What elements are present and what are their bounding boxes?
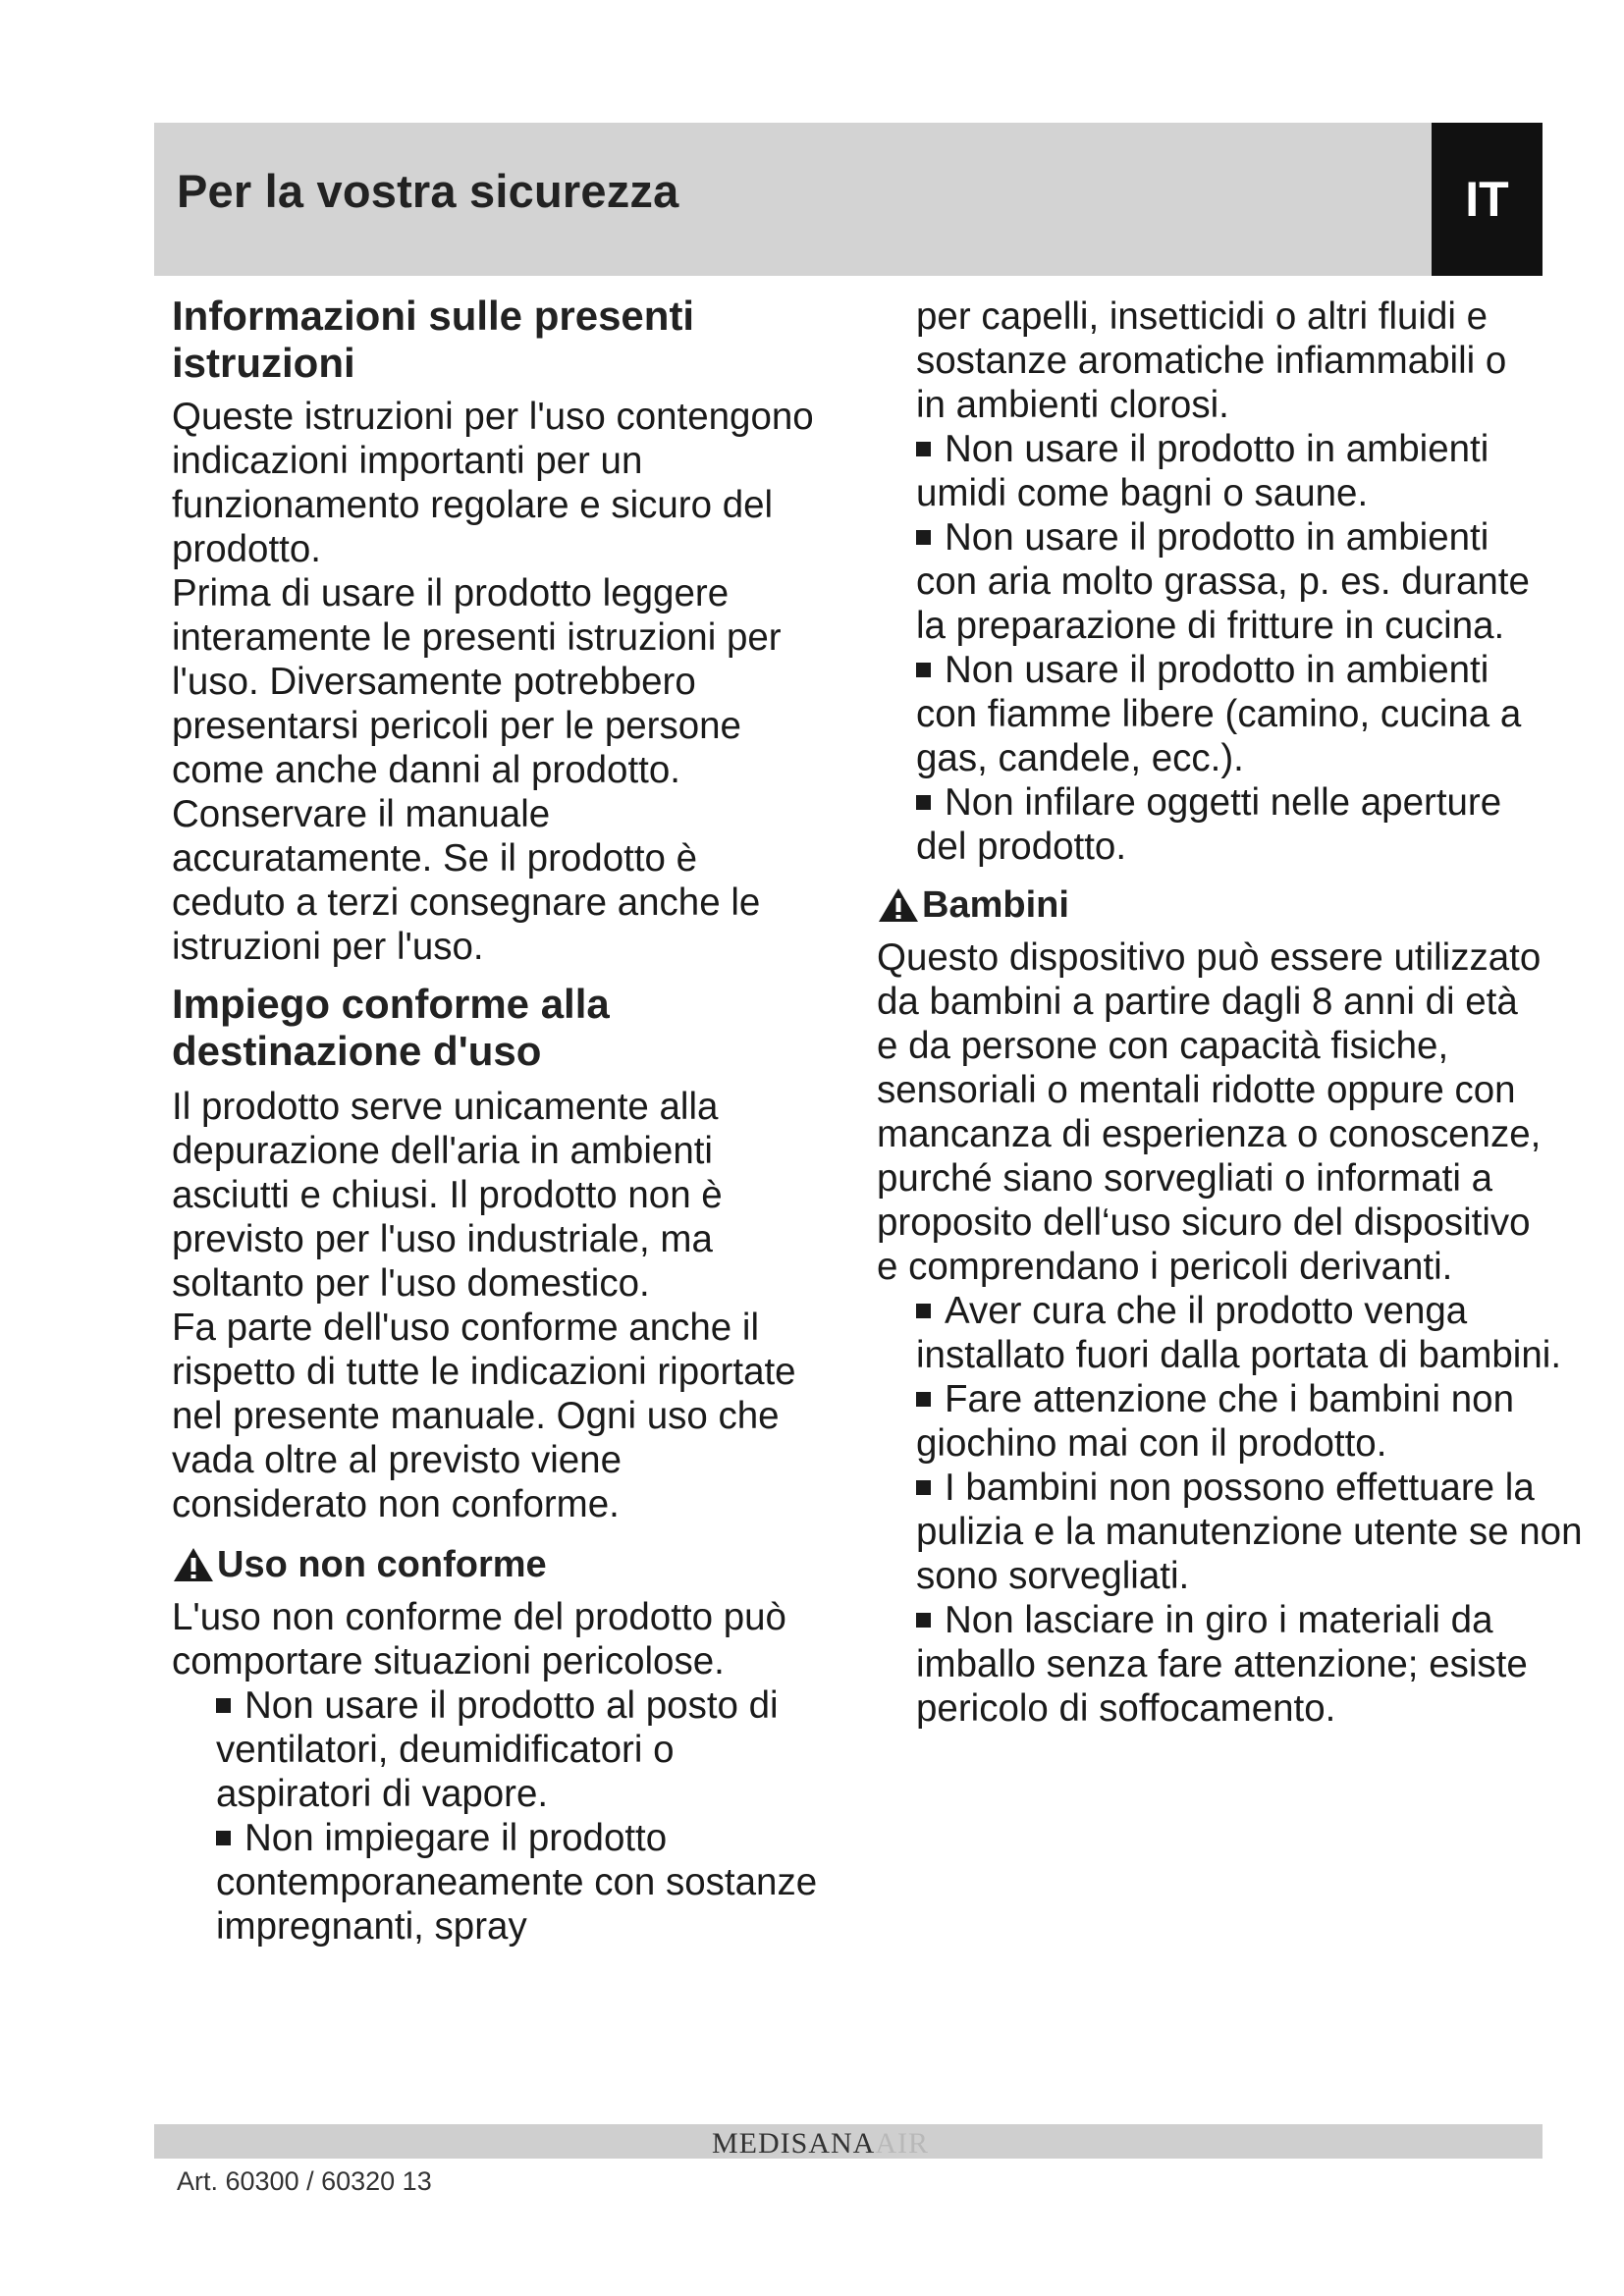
header-bar xyxy=(154,123,1432,276)
list-item: Non usare il prodotto al posto di ventilatori, deumidificatori o aspiratori di vapore. xyxy=(216,1684,779,1815)
paragraph: Questo dispositivo può essere utilizzato da bambini a partire dagli 8 anni di età e da persone con capacità fisiche, sensoriali o mentali ridotte oppure con mancanza di esperienza o conoscenze, purché siano sorvegliati o informati a proposito dell‘uso sicuro del dispositivo e comprendano i pericoli derivanti. xyxy=(877,936,1542,1288)
paragraph: Conservare il manuale accuratamente. Se il prodotto è ceduto a terzi consegnare anche le istruzioni per l'uso. xyxy=(172,793,761,968)
brand-logo xyxy=(712,2127,929,2161)
bullet-icon xyxy=(916,795,931,810)
bullet-icon xyxy=(916,530,931,545)
right-column xyxy=(877,294,1584,1731)
section-title-instructions: Informazioni sulle presenti istruzioni xyxy=(172,293,695,386)
bullet-icon xyxy=(916,1392,931,1407)
brand-name: MEDISANA xyxy=(712,2127,876,2160)
list-item: Fare attenzione che i bambini non giochino mai con il prodotto. xyxy=(916,1378,1515,1465)
brand-sub: AIR xyxy=(875,2127,930,2160)
warning-icon xyxy=(877,886,920,924)
list-item: I bambini non possono effettuare la pulizia e la manutenzione utente se non sono sorvegliati. xyxy=(916,1467,1583,1597)
bullet-icon xyxy=(216,1831,231,1845)
list-item: Non impiegare il prodotto contemporaneamente con sostanze impregnanti, spray xyxy=(216,1817,818,1948)
bullet-icon xyxy=(916,1480,931,1495)
warning-icon xyxy=(172,1546,215,1583)
paragraph: Prima di usare il prodotto leggere interamente le presenti istruzioni per l'uso. Diversamente potrebbero presentarsi pericoli per le persone come anche danni al prodotto. xyxy=(172,572,782,791)
paragraph: L'uso non conforme del prodotto può comportare situazioni pericolose. xyxy=(172,1596,786,1682)
paragraph: per capelli, insetticidi o altri fluidi e sostanze aromatiche infiammabili o in ambienti clorosi. xyxy=(916,295,1507,426)
list-item: Non lasciare in giro i materiali da imballo senza fare attenzione; esiste pericolo di soffocamento. xyxy=(916,1599,1528,1730)
bullet-icon xyxy=(916,442,931,456)
article-number: Art. 60300 / 60320 13 xyxy=(177,2166,432,2196)
misuse-list xyxy=(216,1683,830,1949)
left-column xyxy=(172,293,859,1949)
section-title-misuse xyxy=(172,1542,859,1587)
list-item: Non infilare oggetti nelle aperture del prodotto. xyxy=(916,781,1502,868)
paragraph: Fa parte dell'uso conforme anche il rispetto di tutte le indicazioni riportate nel presente manuale. Ogni uso che vada oltre al previsto viene considerato non conforme. xyxy=(172,1307,796,1525)
section-title-intended-use: Impiego conforme alla destinazione d'uso xyxy=(172,981,610,1074)
page-title: Per la vostra sicurezza xyxy=(177,165,679,217)
list-item: Non usare il prodotto in ambienti umidi come bagni o saune. xyxy=(916,428,1489,514)
section-title-children-label: Bambini xyxy=(922,884,1069,926)
paragraph: Queste istruzioni per l'uso contengono indicazioni importanti per un funzionamento regolare e sicuro del prodotto. xyxy=(172,396,814,570)
section-title-misuse-label: Uso non conforme xyxy=(217,1544,547,1585)
bullet-icon xyxy=(216,1698,231,1713)
bullet-icon xyxy=(916,1304,931,1318)
list-item: Aver cura che il prodotto venga installato fuori dalla portata di bambini. xyxy=(916,1290,1562,1376)
bullet-icon xyxy=(916,1613,931,1628)
paragraph: Il prodotto serve unicamente alla depurazione dell'aria in ambienti asciutti e chiusi. Il prodotto non è previsto per l'uso industriale, ma soltanto per l'uso domestico. xyxy=(172,1086,723,1305)
list-item: Non usare il prodotto in ambienti con aria molto grassa, p. es. durante la preparazione di fritture in cucina. xyxy=(916,516,1530,647)
list-item: Non usare il prodotto in ambienti con fiamme libere (camino, cucina a gas, candele, ecc.). xyxy=(916,649,1522,779)
language-badge: IT xyxy=(1432,123,1543,276)
section-title-children xyxy=(877,882,1584,928)
misuse-list-continued xyxy=(916,427,1549,869)
bullet-icon xyxy=(916,663,931,677)
children-list xyxy=(916,1289,1584,1731)
